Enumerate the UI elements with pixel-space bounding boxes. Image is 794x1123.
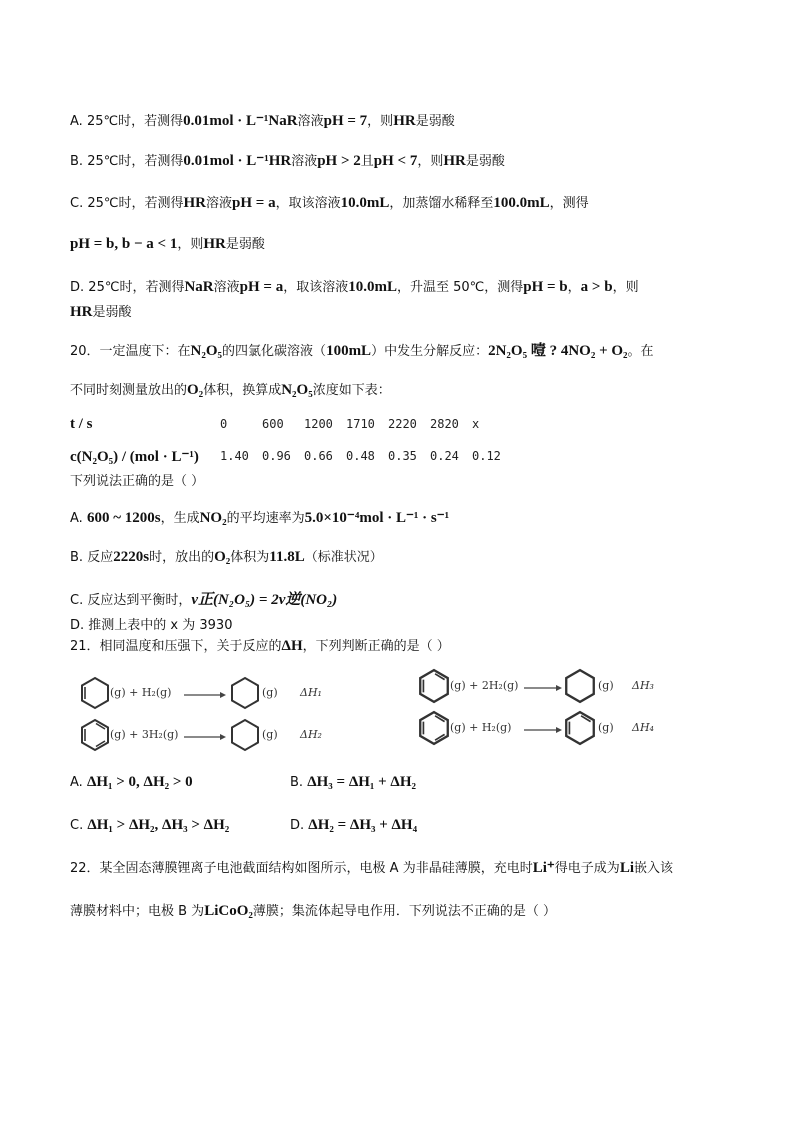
formula: 100mL xyxy=(326,343,372,359)
product-state: (g) xyxy=(262,686,278,699)
product-state: (g) xyxy=(598,721,614,734)
text: 时，放出的 xyxy=(149,550,215,565)
reaction-reagents: (g) + 2H₂(g) xyxy=(450,679,519,692)
text: 且 xyxy=(360,154,374,169)
q21-option-c xyxy=(70,815,229,836)
q19-option-c-cont xyxy=(70,234,265,255)
option-letter: D. xyxy=(290,818,305,833)
option-letter: B. xyxy=(70,154,84,169)
product-state: (g) xyxy=(262,728,278,741)
q21-option-d xyxy=(290,815,417,836)
text: ，取该溶液 xyxy=(275,196,341,211)
row-header: t / s xyxy=(70,415,93,432)
formula: 10.0mL xyxy=(340,195,390,211)
formula: NO₂ xyxy=(199,510,227,526)
text: 薄膜；集流体起导电作用．下列说法不正确的是（ ） xyxy=(252,904,556,919)
formula: NaR xyxy=(184,279,214,295)
formula: pH = b, b − a < 1 xyxy=(70,236,178,252)
text: ， xyxy=(567,280,581,295)
formula: ΔH₁ > ΔH₂, ΔH₃ > ΔH₂ xyxy=(87,817,230,833)
text: 是弱酸 xyxy=(415,114,455,129)
table-cell: 0 xyxy=(220,417,228,431)
cyclohexadiene-ring-icon xyxy=(418,668,450,704)
table-cell: 0.12 xyxy=(472,449,501,463)
formula: 2220s xyxy=(113,549,150,565)
text: 体积为 xyxy=(230,550,270,565)
formula: 0.01mol · L⁻¹NaR xyxy=(183,113,298,129)
row-header: c(N₂O₅) / (mol · L⁻¹) xyxy=(70,448,199,465)
text: 25℃时，若测得 xyxy=(87,154,184,169)
text: 溶液 xyxy=(291,154,318,169)
table-cell: 0.48 xyxy=(346,449,375,463)
formula: ΔH₂ = ΔH₃ + ΔH₄ xyxy=(308,817,418,833)
formula: 5.0×10⁻⁴mol · L⁻¹ · s⁻¹ xyxy=(304,510,450,526)
reaction-reagents: (g) + 3H₂(g) xyxy=(110,728,179,741)
formula: HR xyxy=(203,236,226,252)
q20-stem-line1 xyxy=(70,341,654,362)
formula: 0.01mol · L⁻¹HR xyxy=(183,153,292,169)
q19-option-c xyxy=(70,193,589,214)
formula: pH = a xyxy=(239,279,284,295)
text: 20．一定温度下：在 xyxy=(70,344,191,359)
option-letter: A. xyxy=(70,511,83,526)
text: ，下列判断正确的是（ ） xyxy=(302,639,450,654)
q20-stem-line2 xyxy=(70,380,391,401)
q19-option-a xyxy=(70,111,455,132)
text: ，则 xyxy=(367,114,394,129)
table-row xyxy=(70,408,514,440)
q21-option-b xyxy=(290,772,416,793)
reaction-equation: 2N₂O₅ 噎 ? 4NO₂ + O₂ xyxy=(488,343,628,359)
text: ，取该溶液 xyxy=(283,280,349,295)
q20-option-a xyxy=(70,508,449,529)
formula: 10.0mL xyxy=(348,279,397,295)
q22-stem-line2 xyxy=(70,901,556,922)
option-letter: C. xyxy=(70,593,84,608)
text: 溶液 xyxy=(213,280,240,295)
cyclohexene-ring-icon xyxy=(80,676,110,710)
text: 溶液 xyxy=(297,114,324,129)
enthalpy-label: ΔH₄ xyxy=(632,721,654,734)
text: 体积，换算成 xyxy=(203,383,282,398)
formula: pH < 7 xyxy=(373,153,418,169)
benzene-ring-icon xyxy=(418,710,450,746)
q21-option-a xyxy=(70,772,193,793)
text: 。在 xyxy=(627,344,654,359)
formula: 600 ~ 1200s xyxy=(86,510,161,526)
arrow-icon xyxy=(524,726,562,734)
option-letter: D. xyxy=(70,280,85,295)
table-cell: 1200 xyxy=(304,417,333,431)
text: 22．某全固态薄膜锂离子电池截面结构如图所示，电极 A 为非晶硅薄膜，充电时 xyxy=(70,861,533,876)
q20-option-c xyxy=(70,590,337,611)
q19-option-b xyxy=(70,151,505,172)
formula: O₂ xyxy=(214,549,231,565)
option-letter: A. xyxy=(70,114,83,129)
formula: pH > 2 xyxy=(317,153,361,169)
table-cell: 2220 xyxy=(388,417,417,431)
cyclohexane-ring-icon xyxy=(564,668,596,704)
text: 推测上表中的 x 为 3930 xyxy=(88,618,233,633)
formula: ΔH₁ > 0, ΔH₂ > 0 xyxy=(86,774,193,790)
table-cell: 0.24 xyxy=(430,449,459,463)
text: 是弱酸 xyxy=(465,154,505,169)
text: 21．相同温度和压强下，关于反应的 xyxy=(70,639,282,654)
arrow-icon xyxy=(524,684,562,692)
table-row xyxy=(70,440,514,472)
formula: HR xyxy=(393,113,416,129)
table-cell: 2820 xyxy=(430,417,459,431)
formula: a > b xyxy=(580,279,613,295)
formula: pH = b xyxy=(523,279,568,295)
text: 浓度如下表： xyxy=(312,383,391,398)
q22-stem-line1 xyxy=(70,858,673,879)
text: 25℃时，若测得 xyxy=(87,196,184,211)
arrow-icon xyxy=(184,733,226,741)
table-cell: 0.35 xyxy=(388,449,417,463)
text: ，则 xyxy=(417,154,444,169)
formula: ΔH xyxy=(281,638,303,654)
formula: pH = a xyxy=(232,195,276,211)
table-cell: 1710 xyxy=(346,417,375,431)
q20-option-d xyxy=(70,616,232,636)
option-letter: A. xyxy=(70,775,83,790)
formula: N₂O₅ xyxy=(281,382,313,398)
reaction-reagents: (g) + H₂(g) xyxy=(110,686,172,699)
reaction-reagents: (g) + H₂(g) xyxy=(450,721,512,734)
text: 25℃时，若测得 xyxy=(88,280,185,295)
text: 是弱酸 xyxy=(92,305,132,320)
formula: 11.8L xyxy=(269,549,305,565)
enthalpy-label: ΔH₂ xyxy=(300,728,322,741)
formula: HR xyxy=(183,195,207,211)
product-state: (g) xyxy=(598,679,614,692)
cyclohexadiene-ring-icon xyxy=(564,710,596,746)
formula: Li xyxy=(619,860,634,876)
text: 反应 xyxy=(87,550,114,565)
text: ，则 xyxy=(177,237,204,252)
formula: 100.0mL xyxy=(493,195,550,211)
q19-option-d-cont xyxy=(70,302,132,323)
text: 溶液 xyxy=(206,196,233,211)
option-letter: C. xyxy=(70,818,84,833)
text: ，则 xyxy=(612,280,639,295)
text: ，加蒸馏水稀释至 xyxy=(389,196,494,211)
formula: ΔH₃ = ΔH₁ + ΔH₂ xyxy=(307,774,417,790)
table-cell: 600 xyxy=(262,417,284,431)
arrow-icon xyxy=(184,691,226,699)
table-cell: 0.66 xyxy=(304,449,333,463)
text: 薄膜材料中；电极 B 为 xyxy=(70,904,205,919)
text: 嵌入该 xyxy=(634,861,674,876)
text: ，升温至 50℃，测得 xyxy=(396,280,524,295)
text: 得电子成为 xyxy=(554,861,620,876)
formula: O₂ xyxy=(187,382,204,398)
text: 不同时刻测量放出的 xyxy=(70,383,188,398)
formula: HR xyxy=(70,304,93,320)
text: 是弱酸 xyxy=(225,237,265,252)
table-cell: 0.96 xyxy=(262,449,291,463)
q20-prompt xyxy=(70,472,204,492)
enthalpy-label: ΔH₃ xyxy=(632,679,654,692)
enthalpy-label: ΔH₁ xyxy=(300,686,322,699)
cyclohexane-ring-icon xyxy=(230,718,260,752)
text: ，测得 xyxy=(549,196,589,211)
text: 的四氯化碳溶液（ xyxy=(222,344,327,359)
formula: N₂O₅ xyxy=(190,343,223,359)
table-cell: 1.40 xyxy=(220,449,249,463)
formula: v正(N₂O₅) = 2v逆(NO₂) xyxy=(191,592,338,608)
option-letter: D. xyxy=(70,618,85,633)
text: 反应达到平衡时， xyxy=(87,593,192,608)
text: ，生成 xyxy=(160,511,200,526)
q19-option-d xyxy=(70,277,639,298)
text: ）中发生分解反应： xyxy=(371,344,489,359)
option-letter: B. xyxy=(70,550,84,565)
cyclohexane-ring-icon xyxy=(230,676,260,710)
text: 下列说法正确的是（ ） xyxy=(70,474,205,489)
text: （标准状况） xyxy=(304,550,383,565)
benzene-ring-icon xyxy=(80,718,110,752)
formula: pH = 7 xyxy=(323,113,368,129)
kinetics-table xyxy=(70,408,514,472)
table-cell: x xyxy=(472,417,480,431)
text: 的平均速率为 xyxy=(226,511,305,526)
text: 25℃时，若测得 xyxy=(86,114,184,129)
formula: Li⁺ xyxy=(532,860,555,876)
formula: HR xyxy=(443,153,466,169)
q20-option-b xyxy=(70,547,383,568)
option-letter: C. xyxy=(70,196,84,211)
formula: LiCoO₂ xyxy=(204,903,253,919)
q21-stem xyxy=(70,636,450,657)
option-letter: B. xyxy=(290,775,304,790)
